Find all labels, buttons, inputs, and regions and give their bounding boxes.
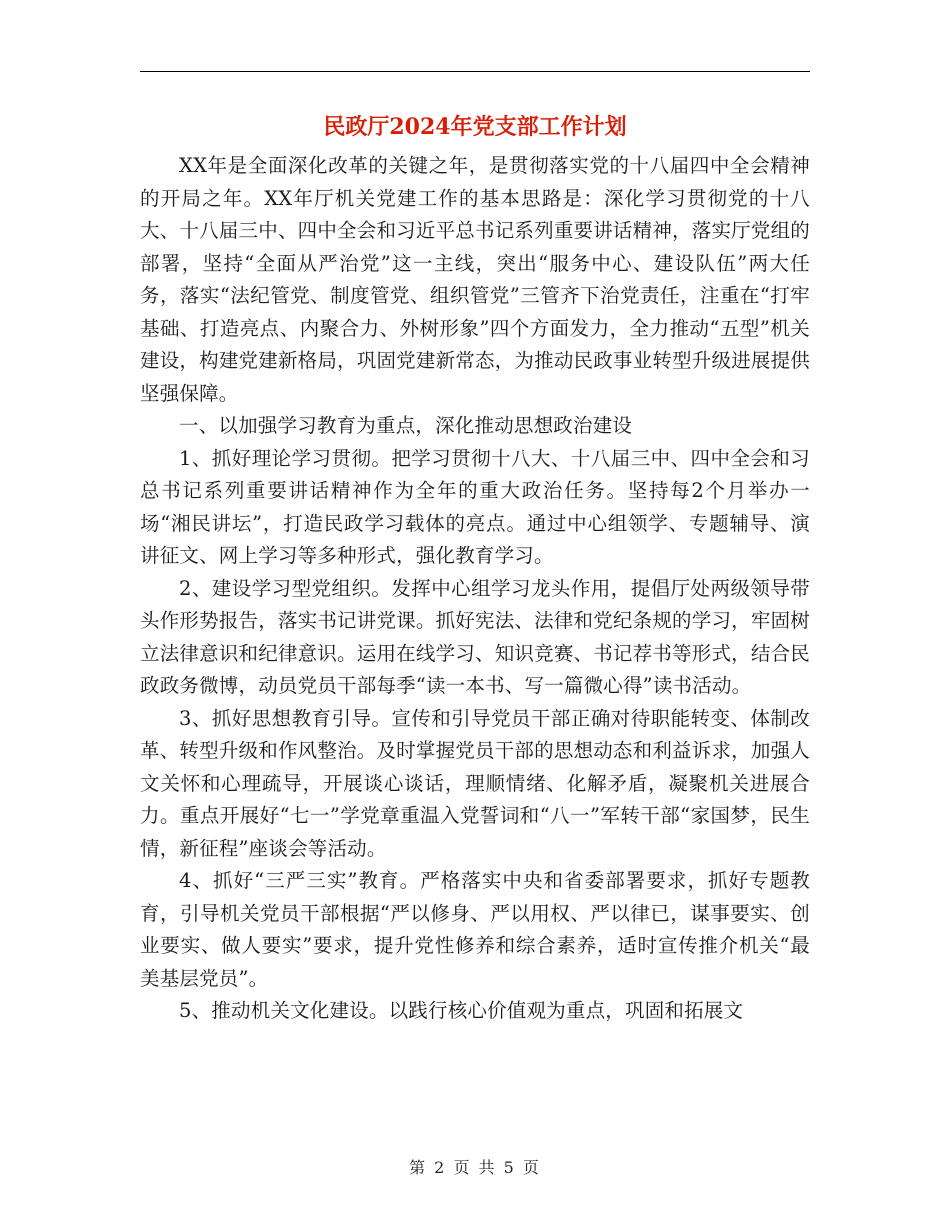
paragraph-item-3: 3、抓好思想教育引导。宣传和引导党员干部正确对待职能转变、体制改革、转型升级和作风整治。及时掌握党员干部的思想动态和利益诉求，加强人文关怀和心理疏导，开展谈心谈话，理顺情绪、化解矛盾，凝聚机关进展合力。重点开展好“七一”学党章重温入党誓词和“八一”军转干部“家国梦，民生情，新征程”座谈会等活动。	[140, 706, 810, 860]
document-body	[140, 150, 810, 1028]
document-title: 民政厅2024年党支部工作计划	[323, 114, 627, 140]
paragraph-item-4: 4、抓好“三严三实”教育。严格落实中央和省委部署要求，抓好专题教育，引导机关党员干部根据“严以修身、严以用权、严以律已，谋事要实、创业要实、做人要实”要求，提升党性修养和综合素养，适时宣传推介机关“最美基层党员”。	[140, 869, 810, 990]
paragraph-intro: XX年是全面深化改革的关键之年，是贯彻落实党的十八届四中全会精神的开局之年。XX年厅机关党建工作的基本思路是：深化学习贯彻党的十八大、十八届三中、四中全会和习近平总书记系列重要讲话精神，落实厅党组的部署，坚持“全面从严治党”这一主线，突出“服务中心、建设队伍”两大任务，落实“法纪管党、制度管党、组织管党”三管齐下治党责任，注重在“打牢基础、打造亮点、内聚合力、外树形象”四个方面发力，全力推动“五型”机关建设，构建党建新格局，巩固党建新常态，为推动民政事业转型升级进展提供坚强保障。	[140, 154, 810, 405]
header-rule	[140, 71, 810, 72]
page-footer: 第 2 页 共 5 页	[409, 1158, 541, 1177]
paragraph-item-5: 5、推动机关文化建设。以践行核心价值观为重点，巩固和拓展文	[179, 999, 744, 1022]
section-heading-1: 一、以加强学习教育为重点，深化推动思想政治建设	[179, 414, 633, 437]
paragraph-item-1: 1、抓好理论学习贯彻。把学习贯彻十八大、十八届三中、四中全会和习总书记系列重要讲话精神作为全年的重大政治任务。坚持每2个月举办一场“湘民讲坛”，打造民政学习载体的亮点。通过中心组领学、专题辅导、演讲征文、网上学习等多种形式，强化教育学习。	[140, 446, 810, 567]
paragraph-item-2: 2、建设学习型党组织。发挥中心组学习龙头作用，提倡厅处两级领导带头作形势报告，落实书记讲党课。抓好宪法、法律和党纪条规的学习，牢固树立法律意识和纪律意识。运用在线学习、知识竞赛、书记荐书等形式，结合民政政务微博，动员党员干部每季“读一本书、写一篇微心得”读书活动。	[140, 576, 810, 697]
